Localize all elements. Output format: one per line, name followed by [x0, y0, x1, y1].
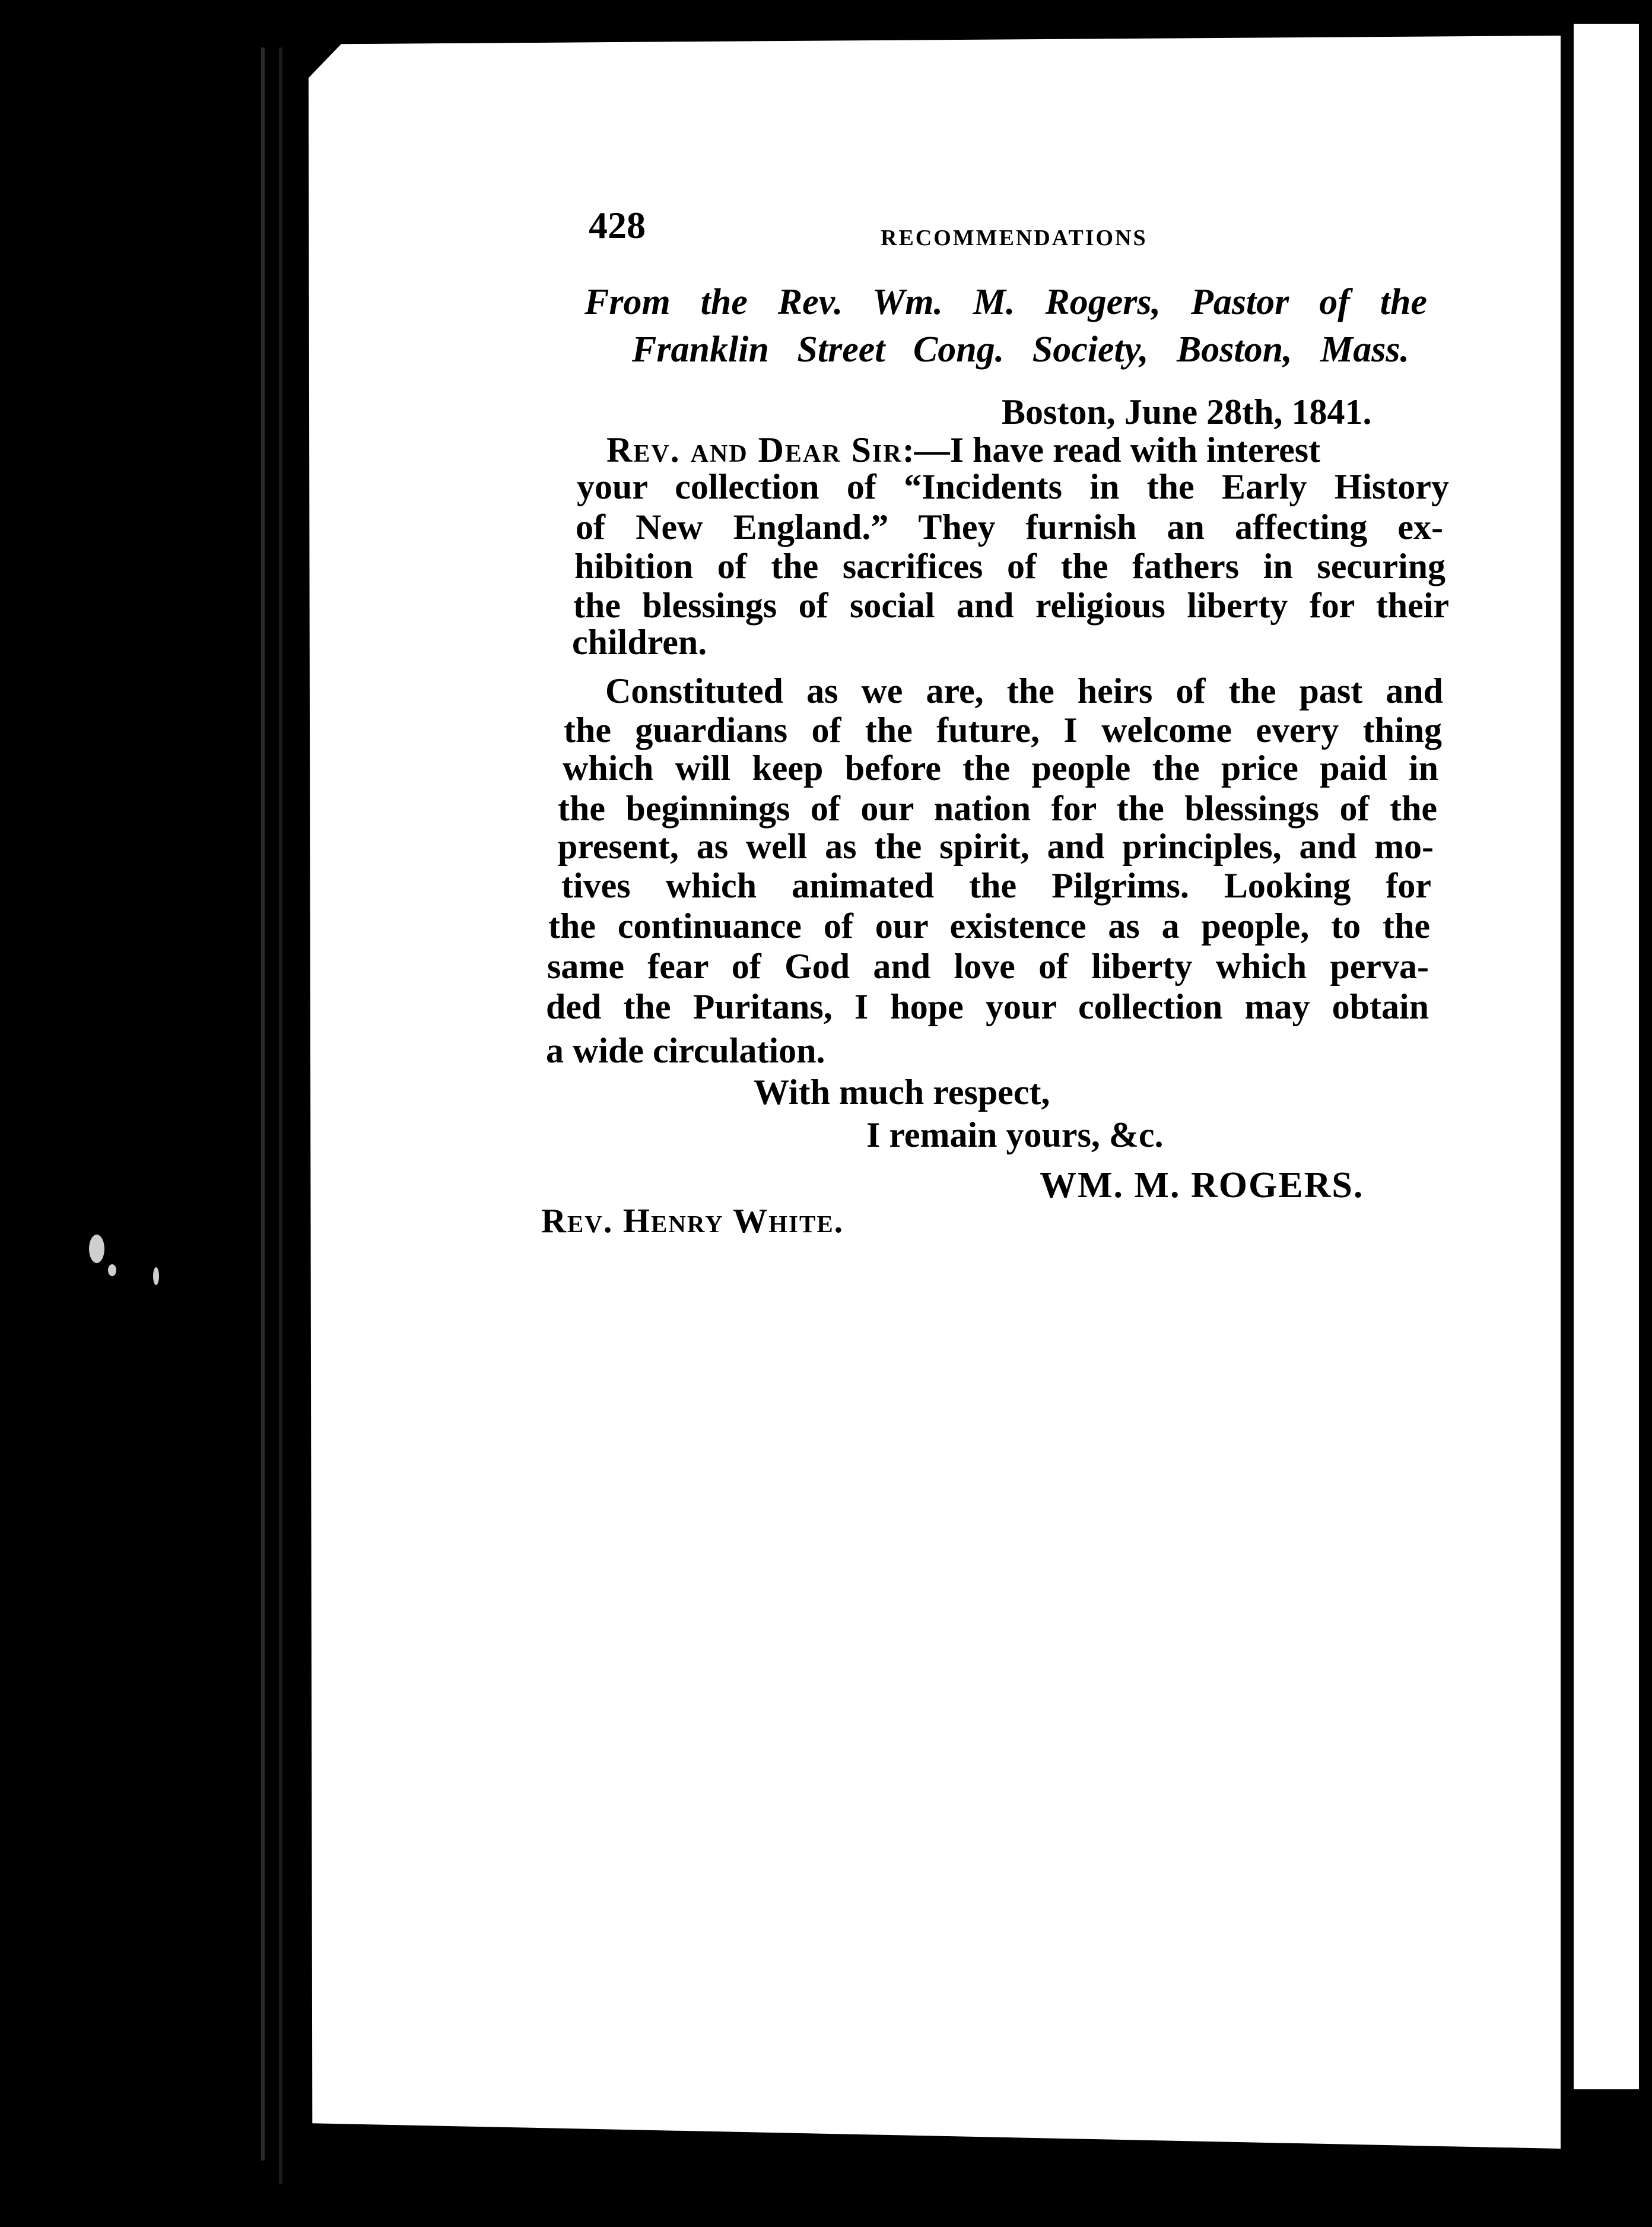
closing: With much respect,	[754, 1073, 1050, 1112]
body-line: the continuance of our existence as a people, to the	[548, 906, 1430, 946]
dateline: Boston, June 28th, 1841.	[1002, 392, 1372, 432]
signature: WM. M. ROGERS.	[1040, 1165, 1364, 1206]
from-line: Franklin Street Cong. Society, Boston, Mass.	[632, 329, 1409, 370]
body-line: your collection of “Incidents in the Early History	[577, 467, 1449, 506]
body-line: the guardians of the future, I welcome every thing	[564, 710, 1442, 750]
salutation: Rev. and Dear Sir	[606, 430, 903, 469]
addressee: Rev. Henry White.	[541, 1201, 844, 1240]
page-number: 428	[589, 204, 646, 246]
body-line: ded the Puritans, I hope your collection may obtain	[546, 987, 1429, 1026]
from-line: From the Rev. Wm. M. Rogers, Pastor of the	[584, 282, 1427, 322]
body-line: of New England.” They furnish an affecting ex-	[576, 507, 1443, 547]
body-line: children.	[572, 623, 707, 662]
body-line: which will keep before the people the price paid in	[563, 748, 1438, 788]
body-line: present, as well as the spirit, and principles, and mo-	[558, 827, 1434, 866]
remain: I remain yours, &c.	[866, 1115, 1164, 1154]
running-head: RECOMMENDATIONS	[881, 226, 1148, 250]
body-line: the beginnings of our nation for the blessings of the	[558, 789, 1437, 828]
salutation-line	[606, 432, 1320, 468]
body-line: a wide circulation.	[546, 1031, 825, 1070]
body-line: the blessings of social and religious liberty for their	[573, 586, 1449, 625]
body-line: same fear of God and love of liberty which perva-	[547, 947, 1429, 986]
body-line: tives which animated the Pilgrims. Looking for	[561, 866, 1431, 905]
body-line: Constituted as we are, the heirs of the past and	[605, 671, 1443, 710]
salutation-rest: :—I have read with interest	[902, 430, 1321, 469]
body-line: hibition of the sacrifices of the fathers in securing	[574, 547, 1446, 586]
